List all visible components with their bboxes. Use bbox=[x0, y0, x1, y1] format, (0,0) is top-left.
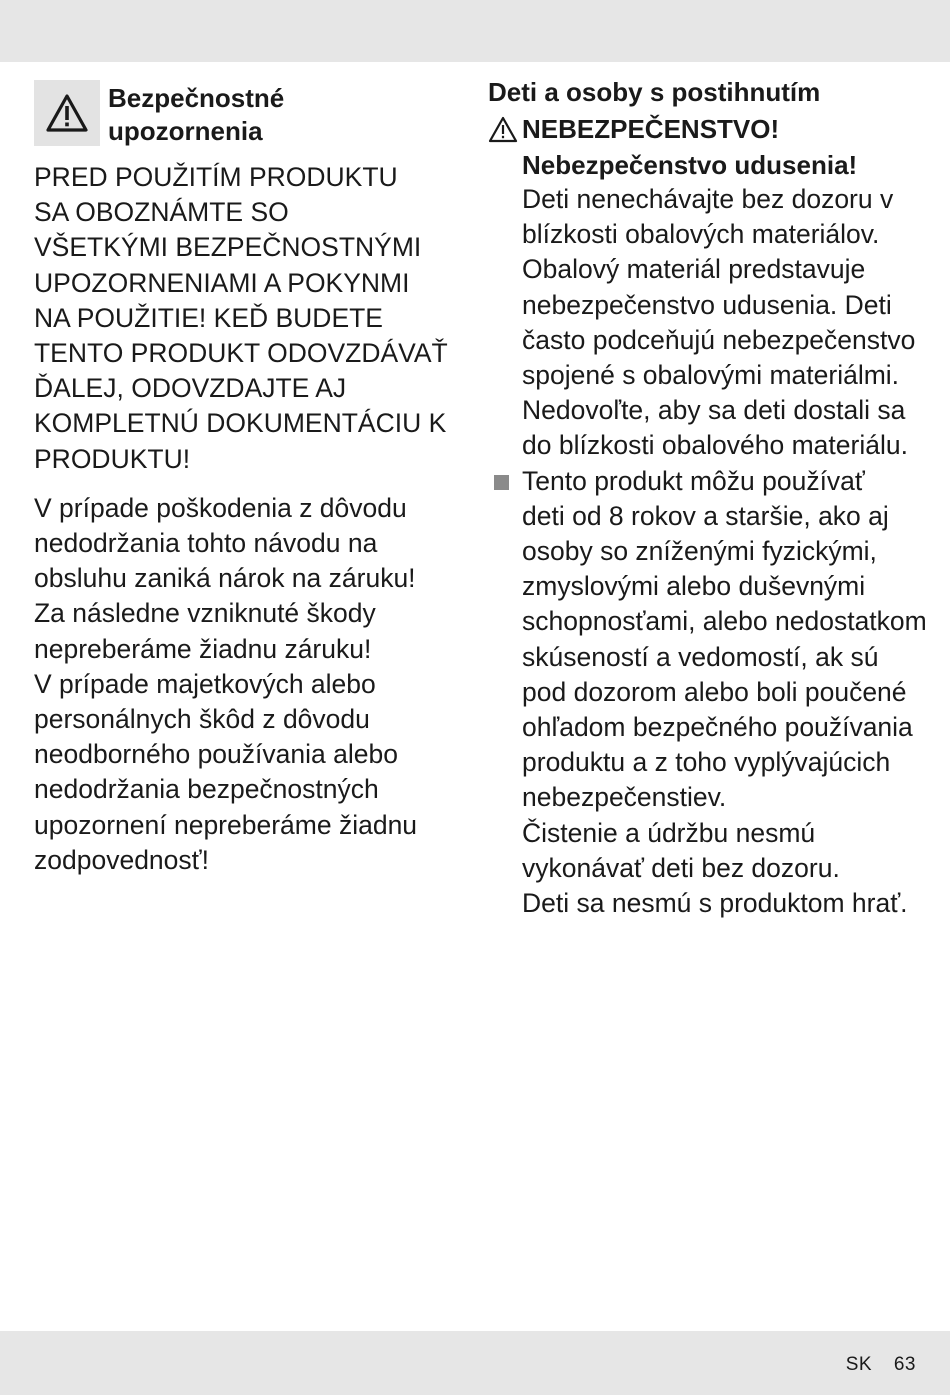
danger-paragraph bbox=[522, 182, 928, 464]
text-line: do blízkosti obalového materiálu. bbox=[522, 430, 908, 461]
text-line: UPOZORNENIAMI A POKYNMI bbox=[34, 267, 410, 298]
text-line: nebezpečenstiev. bbox=[522, 782, 727, 813]
text-line: TENTO PRODUKT ODOVZDÁVAŤ bbox=[34, 338, 448, 369]
warranty-paragraph bbox=[34, 491, 464, 878]
text-line: vykonávať deti bez dozoru. bbox=[522, 852, 840, 883]
left-column bbox=[34, 80, 464, 878]
caps-instruction-paragraph bbox=[34, 160, 464, 477]
text-line: personálnych škôd z dôvodu bbox=[34, 704, 370, 735]
text-line: pod dozorom alebo boli poučené bbox=[522, 676, 907, 707]
text-line: Za následne vzniknuté škody bbox=[34, 598, 376, 629]
page-footer bbox=[846, 1354, 916, 1376]
text-line: obsluhu zaniká nárok na záruku! bbox=[34, 563, 416, 594]
text-line: schopnosťami, alebo nedostatkom bbox=[522, 606, 927, 637]
text-line: V prípade poškodenia z dôvodu bbox=[34, 492, 407, 523]
text-line: PRODUKTU! bbox=[34, 443, 191, 474]
text-line: Tento produkt môžu používať bbox=[522, 465, 865, 496]
danger-subtitle: Nebezpečenstvo udusenia! bbox=[522, 150, 858, 180]
safety-heading-line: upozornenia bbox=[108, 116, 263, 146]
text-line: osoby so zníženými fyzickými, bbox=[522, 536, 877, 567]
top-band bbox=[0, 0, 950, 62]
text-line: SA OBOZNÁMTE SO bbox=[34, 197, 289, 228]
text-line: nepreberáme žiadnu záruku! bbox=[34, 633, 372, 664]
section-title: Deti a osoby s postihnutím bbox=[488, 77, 821, 107]
text-line: Deti nenechávajte bez dozoru v bbox=[522, 184, 894, 214]
text-line: skúseností a vedomostí, ak sú bbox=[522, 641, 879, 672]
text-line: ohľadom bezpečného používania bbox=[522, 712, 913, 743]
text-line: blízkosti obalových materiálov. bbox=[522, 219, 880, 250]
text-line: zmyslovými alebo duševnými bbox=[522, 571, 866, 602]
language-code: SK bbox=[845, 1354, 873, 1375]
warning-triangle-icon bbox=[488, 116, 518, 143]
text-line: upozornení nepreberáme žiadnu bbox=[34, 809, 418, 840]
right-column bbox=[488, 74, 928, 921]
text-line: nedodržania tohto návodu na bbox=[34, 528, 378, 559]
text-line: zodpovednosť! bbox=[34, 844, 209, 875]
text-line: deti od 8 rokov a staršie, ako aj bbox=[522, 500, 889, 531]
list-item bbox=[488, 464, 928, 922]
warning-triangle-icon bbox=[45, 93, 89, 133]
page-number: 63 bbox=[893, 1354, 916, 1375]
text-line: spojené s obalovými materiálmi. bbox=[522, 360, 900, 391]
text-line: Čistenie a údržbu nesmú bbox=[522, 817, 816, 848]
text-line: PRED POUŽITÍM PRODUKTU bbox=[34, 162, 398, 192]
text-line: NA POUŽITIE! KEĎ BUDETE bbox=[34, 302, 383, 333]
bottom-band bbox=[0, 1331, 950, 1395]
danger-label: NEBEZPEČENSTVO! bbox=[522, 114, 780, 144]
text-line: Nedovoľte, aby sa deti dostali sa bbox=[522, 395, 906, 426]
bullet-square-icon bbox=[494, 475, 509, 490]
text-line: produktu a z toho vyplývajúcich bbox=[522, 747, 891, 778]
text-line: neodborného používania alebo bbox=[34, 739, 398, 770]
text-line: ĎALEJ, ODOVZDAJTE AJ bbox=[34, 373, 347, 404]
text-line: VŠETKÝMI BEZPEČNOSTNÝMI bbox=[34, 232, 422, 263]
text-line: Deti sa nesmú s produktom hrať. bbox=[522, 888, 908, 919]
text-line: často podceňujú nebezpečenstvo bbox=[522, 324, 916, 355]
warning-icon-box bbox=[34, 80, 100, 146]
text-line: nebezpečenstvo udusenia. Deti bbox=[522, 289, 892, 320]
text-line: Obalový materiál predstavuje bbox=[522, 254, 866, 285]
danger-label-row bbox=[488, 110, 928, 148]
safety-heading bbox=[108, 82, 284, 148]
safety-heading-line: Bezpečnostné bbox=[108, 83, 285, 113]
text-line: nedodržania bezpečnostných bbox=[34, 774, 379, 805]
text-line: KOMPLETNÚ DOKUMENTÁCIU K bbox=[34, 408, 447, 439]
safety-heading-block bbox=[34, 80, 464, 148]
text-line: V prípade majetkových alebo bbox=[34, 668, 376, 699]
